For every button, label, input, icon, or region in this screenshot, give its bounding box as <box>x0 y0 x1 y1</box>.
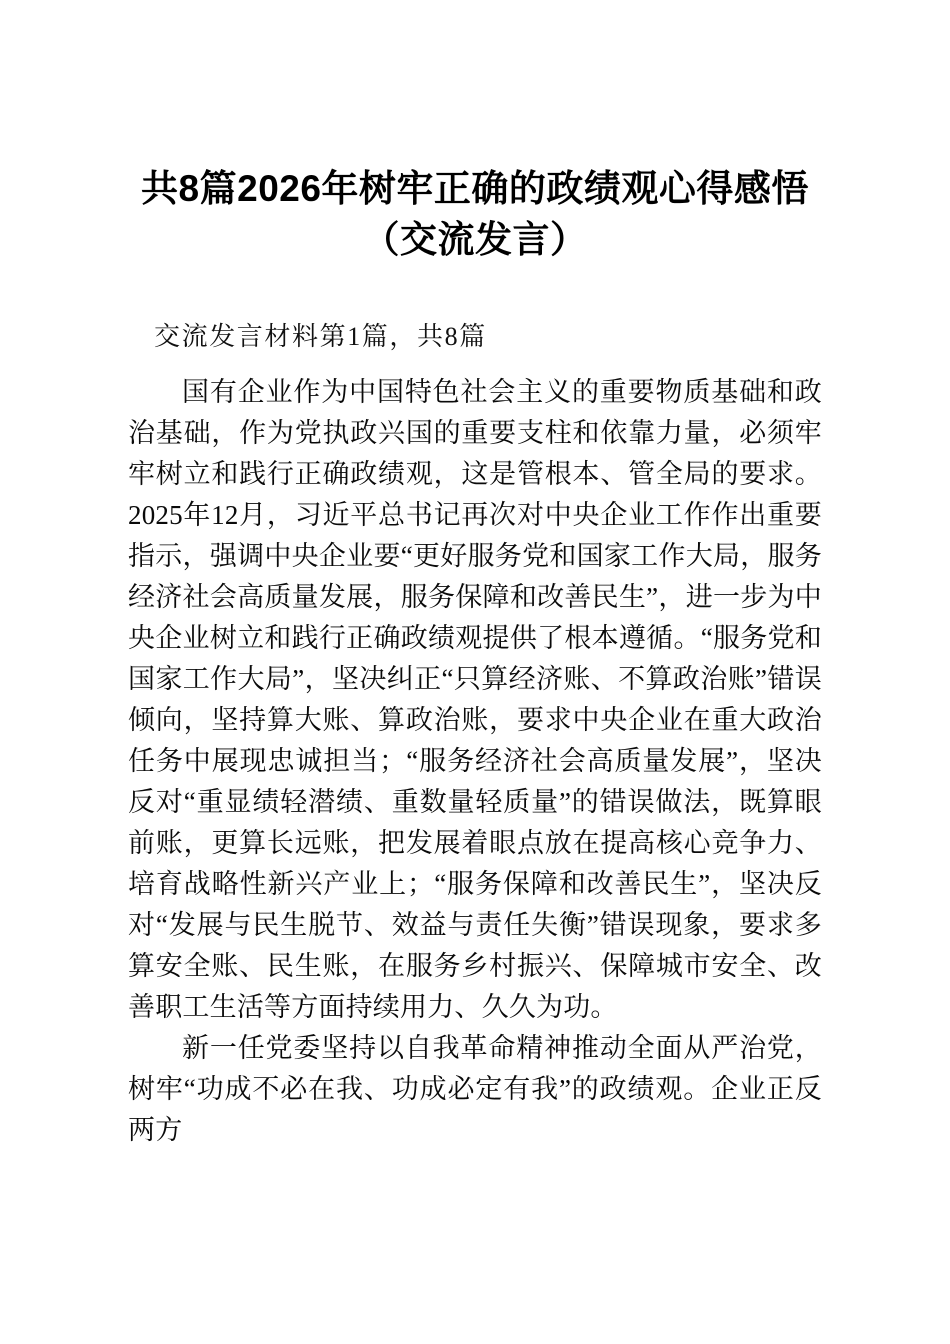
title-line-2: （交流发言） <box>362 219 588 260</box>
page-title <box>128 163 822 265</box>
document-subtitle: 交流发言材料第1篇，共8篇 <box>154 322 487 351</box>
body-paragraph: 国有企业作为中国特色社会主义的重要物质基础和政治基础，作为党执政兴国的重要支柱和依靠力量，必须牢牢树立和践行正确政绩观，这是管根本、管全局的要求。2025年12月，习近平总书记再次对中央企业工作作出重要指示，强调中央企业要“更好服务党和国家工作大局，服务经济社会高质量发展，服务保障和改善民生”，进一步为中央企业树立和践行正确政绩观提供了根本遵循。“服务党和国家工作大局”，坚决纠正“只算经济账、不算政治账”错误倾向，坚持算大账、算政治账，要求中央企业在重大政治任务中展现忠诚担当；“服务经济社会高质量发展”，坚决反对“重显绩轻潜绩、重数量轻质量”的错误做法，既算眼前账，更算长远账，把发展着眼点放在提高核心竞争力、培育战略性新兴产业上；“服务保障和改善民生”，坚决反对“发展与民生脱节、效益与责任失衡”错误现象，要求多算安全账、民生账，在服务乡村振兴、保障城市安全、改善职工生活等方面持续用力、久久为功。 <box>128 377 822 1022</box>
title-line-1: 共8篇2026年树牢正确的政绩观心得感悟 <box>141 168 809 209</box>
body-paragraph: 新一任党委坚持以自我革命精神推动全面从严治党，树牢“功成不必在我、功成必定有我”的政绩观。企业正反两方 <box>128 1033 822 1145</box>
document-body <box>128 372 822 1151</box>
